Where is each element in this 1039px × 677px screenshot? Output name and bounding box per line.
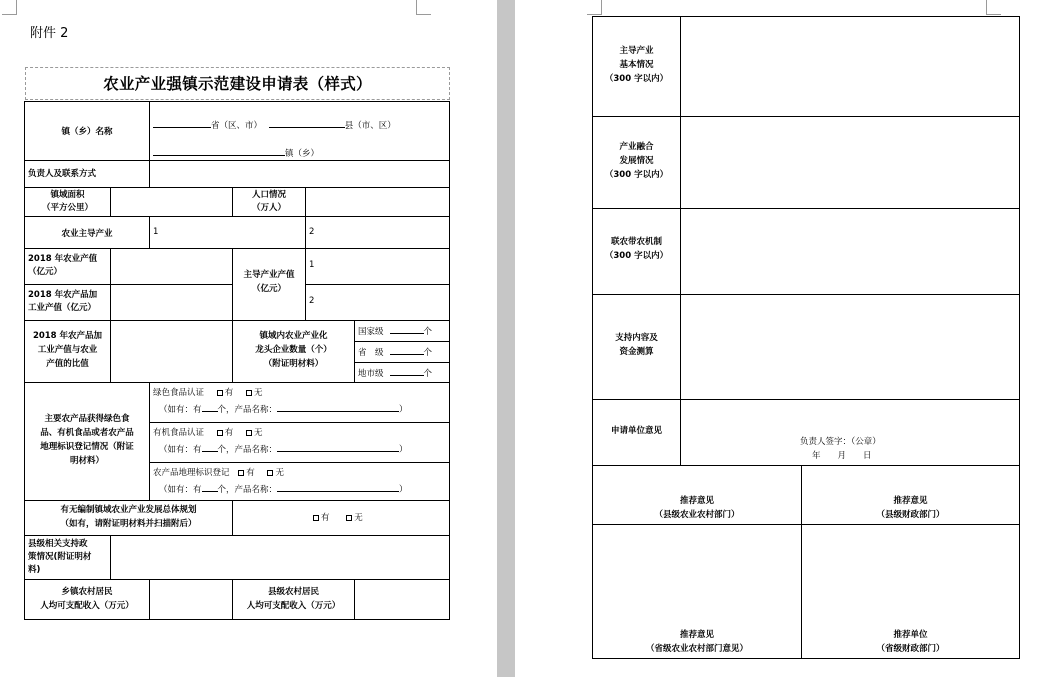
cell-contact-label: 负责人及联系方式 xyxy=(24,160,150,188)
no-checkbox[interactable]: 无 xyxy=(346,513,363,523)
cell-lead-output-2[interactable]: 2 xyxy=(305,284,450,321)
page-corner-mark xyxy=(587,0,602,15)
cell-agri-output-value[interactable] xyxy=(110,248,233,285)
cell-enterprises-label: 镇域内农业产业化 龙头企业数量（个） （附证明材料） xyxy=(232,320,355,383)
document-page-left xyxy=(0,0,497,677)
page-corner-mark xyxy=(2,0,17,15)
cell-town-name-label: 镇（乡）名称 xyxy=(24,101,150,161)
cell-support-label: 支持内容及 资金测算 xyxy=(592,294,681,400)
cell-county-income-label: 县级农村居民 人均可支配收入（万元） xyxy=(232,579,355,620)
cell-town-income-value[interactable] xyxy=(149,579,233,620)
cell-agri-output-label: 2018 年农业产值 （亿元） xyxy=(24,248,111,285)
no-checkbox[interactable]: 无 xyxy=(267,468,284,478)
cell-policy-label: 县级相关支持政 策情况(附证明材 料) xyxy=(24,535,111,580)
cell-industry-basic-value[interactable] xyxy=(680,16,1020,117)
cell-population-label: 人口情况 （万人） xyxy=(232,187,306,217)
cell-certs-label: 主要农产品获得绿色食 品、有机食品或者农产品 地理标识登记情况（附证 明材料） xyxy=(24,382,150,501)
cell-integration-value[interactable] xyxy=(680,116,1020,209)
cell-level-city[interactable]: 地市级 个 xyxy=(354,362,450,383)
cell-town-income-label: 乡镇农村居民 人均可支配收入（万元） xyxy=(24,579,150,620)
cell-area-value[interactable] xyxy=(110,187,233,217)
cell-integration-label: 产业融合 发展情况 （300 字以内） xyxy=(592,116,681,209)
cell-ratio-value[interactable] xyxy=(110,320,233,383)
cell-proc-output-value[interactable] xyxy=(110,284,233,321)
cell-applicant-label: 申请单位意见 xyxy=(592,399,681,466)
yes-checkbox[interactable]: 有 xyxy=(313,513,330,523)
yes-checkbox[interactable]: 有 xyxy=(217,388,234,398)
cell-cert-green[interactable]: 绿色食品认证 有 无 （如有：有 个，产品名称： ） xyxy=(149,382,450,423)
cell-industry-basic-label: 主导产业 基本情况 （300 字以内） xyxy=(592,16,681,117)
cell-lead-industry-label: 农业主导产业 xyxy=(24,216,150,249)
cell-proc-output-label: 2018 年农产品加 工业产值（亿元） xyxy=(24,284,111,321)
cell-area-label: 镇域面积 （平方公里） xyxy=(24,187,111,217)
cell-cert-organic[interactable]: 有机食品认证 有 无 （如有：有 个，产品名称： ） xyxy=(149,422,450,463)
cell-lead-output-1[interactable]: 1 xyxy=(305,248,450,285)
yes-checkbox[interactable]: 有 xyxy=(217,428,234,438)
cell-plan-value[interactable] xyxy=(232,500,450,536)
cell-lead-output-label: 主导产业产值 （亿元） xyxy=(232,248,306,321)
cell-rec-prov-fin[interactable]: 推荐单位 （省级财政部门） xyxy=(801,524,1020,659)
no-checkbox[interactable]: 无 xyxy=(246,428,263,438)
cell-cert-geo[interactable]: 农产品地理标识登记 有 无 （如有：有 个，产品名称： ） xyxy=(149,462,450,501)
no-checkbox[interactable]: 无 xyxy=(246,388,263,398)
cell-town-name-value[interactable]: 省（区、市） 县（市、区） 镇（乡） xyxy=(149,101,450,161)
cell-rec-prov-agri[interactable]: 推荐意见 （省级农业农村部门意见） xyxy=(592,524,802,659)
page-gutter xyxy=(497,0,515,677)
cell-applicant-value[interactable] xyxy=(680,399,1020,466)
yes-checkbox[interactable]: 有 xyxy=(238,468,255,478)
cell-rec-county-fin[interactable]: 推荐意见 （县级财政部门） xyxy=(801,465,1020,525)
cell-county-income-value[interactable] xyxy=(354,579,450,620)
cell-policy-value[interactable] xyxy=(110,535,450,580)
page-corner-mark xyxy=(416,0,431,15)
cell-ratio-label: 2018 年农产品加 工业产值与农业 产值的比值 xyxy=(24,320,111,383)
cell-plan-label: 有无编制镇域农业产业发展总体规划 （如有，请附证明材料并扫描附后） xyxy=(24,500,233,536)
cell-level-provincial[interactable]: 省 级 个 xyxy=(354,341,450,363)
cell-support-value[interactable] xyxy=(680,294,1020,400)
document-page-right xyxy=(515,0,1039,677)
signature-line: 负责人签字：（公章） xyxy=(800,437,881,447)
cell-farmer-link-label: 联农带农机制 （300 字以内） xyxy=(592,208,681,295)
page-corner-mark xyxy=(986,0,1001,15)
date-line: 年 月 日 xyxy=(812,451,872,461)
cell-farmer-link-value[interactable] xyxy=(680,208,1020,295)
cell-level-national[interactable]: 国家级 个 xyxy=(354,320,450,342)
cell-population-value[interactable] xyxy=(305,187,450,217)
cell-contact-value[interactable] xyxy=(149,160,450,188)
cell-rec-county-agri[interactable]: 推荐意见 （县级农业农村部门） xyxy=(592,465,802,525)
form-title: 农业产业强镇示范建设申请表（样式） xyxy=(25,67,450,100)
cell-lead-industry-2[interactable]: 2 xyxy=(305,216,450,249)
annex-label: 附件 2 xyxy=(30,26,69,41)
cell-lead-industry-1[interactable]: 1 xyxy=(149,216,306,249)
